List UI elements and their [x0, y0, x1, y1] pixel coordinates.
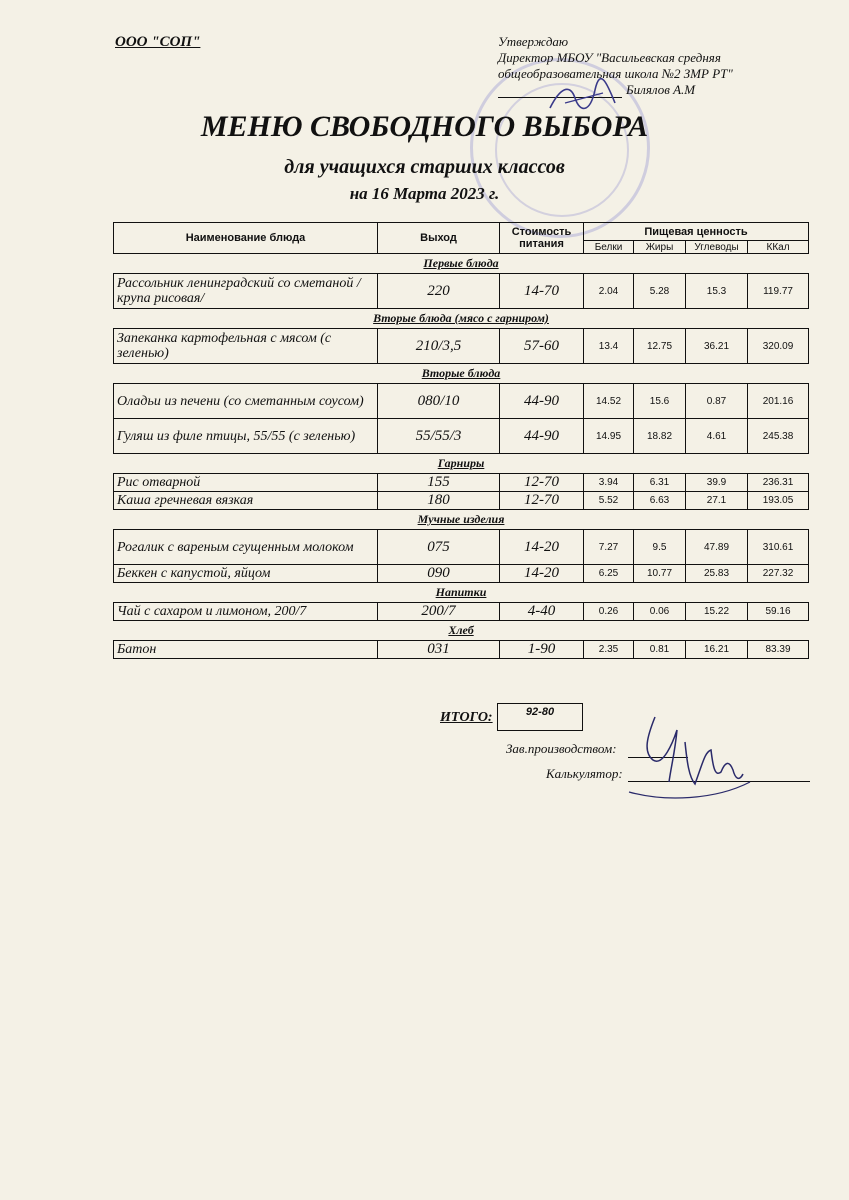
- section-row: [114, 364, 809, 384]
- dish-yield: 090: [378, 565, 500, 583]
- dish-carbs: 27.1: [686, 492, 748, 510]
- total-value: 92-80: [497, 703, 583, 731]
- table-row: [114, 641, 809, 659]
- dish-carbs: 36.21: [686, 329, 748, 364]
- dish-yield: 220: [378, 274, 500, 309]
- calculator-signature-line: [628, 781, 810, 782]
- section-title: Вторые блюда: [421, 366, 501, 380]
- dish-name: Чай с сахаром и лимоном, 200/7: [114, 603, 378, 621]
- header-cost: Стоимость питания: [500, 223, 584, 254]
- dish-proteins: 6.25: [584, 565, 634, 583]
- table-row: [114, 384, 809, 419]
- dish-carbs: 15.22: [686, 603, 748, 621]
- section-title: Напитки: [435, 585, 487, 599]
- dish-cost: 14-20: [500, 565, 584, 583]
- dish-name: Оладьи из печени (со сметанным соусом): [114, 384, 378, 419]
- table-row: [114, 329, 809, 364]
- approval-position-line2: общеобразовательная школа №2 ЗМР РТ": [498, 66, 733, 81]
- dish-carbs: 16.21: [686, 641, 748, 659]
- dish-name: Рис отварной: [114, 474, 378, 492]
- dish-fats: 15.6: [634, 384, 686, 419]
- dish-proteins: 2.04: [584, 274, 634, 309]
- header-proteins: Белки: [584, 241, 634, 254]
- dish-proteins: 14.95: [584, 419, 634, 454]
- production-manager-label: Зав.производством:: [506, 741, 617, 756]
- dish-kcal: 310.61: [748, 530, 809, 565]
- table-row: [114, 603, 809, 621]
- organization-name: ООО "СОП": [115, 34, 201, 50]
- dish-kcal: 83.39: [748, 641, 809, 659]
- dish-kcal: 227.32: [748, 565, 809, 583]
- dish-carbs: 47.89: [686, 530, 748, 565]
- menu-table: [113, 222, 809, 659]
- dish-cost: 12-70: [500, 474, 584, 492]
- section-row: [114, 254, 809, 274]
- dish-cost: 4-40: [500, 603, 584, 621]
- dish-proteins: 2.35: [584, 641, 634, 659]
- table-row: [114, 274, 809, 309]
- dish-fats: 18.82: [634, 419, 686, 454]
- section-row: [114, 510, 809, 530]
- header-nutrition: Пищевая ценность: [584, 223, 809, 241]
- table-row: [114, 474, 809, 492]
- dish-name: Батон: [114, 641, 378, 659]
- dish-kcal: 193.05: [748, 492, 809, 510]
- dish-yield: 180: [378, 492, 500, 510]
- table-row: [114, 565, 809, 583]
- dish-proteins: 7.27: [584, 530, 634, 565]
- section-row: [114, 454, 809, 474]
- production-manager-signature-line: [628, 757, 688, 758]
- dish-fats: 0.06: [634, 603, 686, 621]
- dish-yield: 155: [378, 474, 500, 492]
- dish-carbs: 4.61: [686, 419, 748, 454]
- dish-yield: 210/3,5: [378, 329, 500, 364]
- section-title: Гарниры: [437, 456, 485, 470]
- dish-proteins: 14.52: [584, 384, 634, 419]
- dish-name: Каша гречневая вязкая: [114, 492, 378, 510]
- dish-carbs: 15.3: [686, 274, 748, 309]
- dish-yield: 080/10: [378, 384, 500, 419]
- dish-kcal: 119.77: [748, 274, 809, 309]
- dish-cost: 12-70: [500, 492, 584, 510]
- approval-label: Утверждаю: [498, 34, 569, 49]
- dish-cost: 1-90: [500, 641, 584, 659]
- dish-kcal: 201.16: [748, 384, 809, 419]
- dish-fats: 12.75: [634, 329, 686, 364]
- dish-fats: 9.5: [634, 530, 686, 565]
- dish-fats: 0.81: [634, 641, 686, 659]
- section-title: Вторые блюда (мясо с гарниром): [373, 311, 549, 325]
- table-row: [114, 492, 809, 510]
- dish-yield: 075: [378, 530, 500, 565]
- dish-proteins: 0.26: [584, 603, 634, 621]
- menu-date: на 16 Марта 2023 г.: [349, 184, 500, 203]
- dish-proteins: 13.4: [584, 329, 634, 364]
- section-row: [114, 309, 809, 329]
- dish-yield: 55/55/3: [378, 419, 500, 454]
- approval-signature-row: [498, 82, 798, 98]
- approval-signature-line: [498, 97, 622, 98]
- header-fats: Жиры: [634, 241, 686, 254]
- section-row: [114, 621, 809, 641]
- dish-name: Рассольник ленинградский со сметаной /крупа рисовая/: [114, 274, 378, 309]
- dish-cost: 14-20: [500, 530, 584, 565]
- section-title: Мучные изделия: [417, 512, 505, 526]
- dish-cost: 14-70: [500, 274, 584, 309]
- dish-fats: 6.63: [634, 492, 686, 510]
- header-kcal: ККал: [748, 241, 809, 254]
- section-title: Первые блюда: [423, 256, 499, 270]
- header-name: Наименование блюда: [114, 223, 378, 254]
- menu-subtitle: для учащихся старших классов: [284, 156, 565, 178]
- section-title: Хлеб: [448, 623, 474, 637]
- dish-proteins: 5.52: [584, 492, 634, 510]
- director-name: Билялов А.М: [626, 82, 696, 97]
- table-row: [114, 419, 809, 454]
- dish-fats: 6.31: [634, 474, 686, 492]
- total-label: ИТОГО:: [440, 710, 493, 725]
- dish-fats: 5.28: [634, 274, 686, 309]
- dish-carbs: 25.83: [686, 565, 748, 583]
- dish-cost: 44-90: [500, 419, 584, 454]
- dish-name: Беккен с капустой, яйцом: [114, 565, 378, 583]
- approval-block: [498, 34, 798, 98]
- dish-cost: 44-90: [500, 384, 584, 419]
- dish-proteins: 3.94: [584, 474, 634, 492]
- dish-yield: 031: [378, 641, 500, 659]
- dish-kcal: 59.16: [748, 603, 809, 621]
- dish-carbs: 39.9: [686, 474, 748, 492]
- dish-kcal: 320.09: [748, 329, 809, 364]
- dish-cost: 57-60: [500, 329, 584, 364]
- dish-carbs: 0.87: [686, 384, 748, 419]
- calculator-label: Калькулятор:: [546, 766, 623, 781]
- menu-title: МЕНЮ СВОБОДНОГО ВЫБОРА: [200, 110, 649, 143]
- dish-name: Запеканка картофельная с мясом (с зеленью): [114, 329, 378, 364]
- header-carbs: Углеводы: [686, 241, 748, 254]
- dish-name: Гуляш из филе птицы, 55/55 (с зеленью): [114, 419, 378, 454]
- header-yield: Выход: [378, 223, 500, 254]
- dish-fats: 10.77: [634, 565, 686, 583]
- table-row: [114, 530, 809, 565]
- dish-name: Рогалик с вареным сгущенным молоком: [114, 530, 378, 565]
- dish-kcal: 236.31: [748, 474, 809, 492]
- approval-position-line1: Директор МБОУ "Васильевская средняя: [498, 50, 721, 65]
- dish-yield: 200/7: [378, 603, 500, 621]
- section-row: [114, 583, 809, 603]
- dish-kcal: 245.38: [748, 419, 809, 454]
